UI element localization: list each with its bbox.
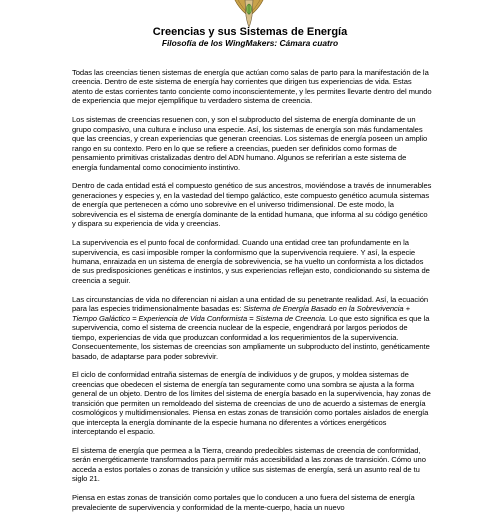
paragraph: El ciclo de conformidad entraña sistemas de energía de individuos y de grupos, y moldea sistemas de creencias que obedecen el sistema de energía tan seguramente como una sombra se ajusta a la forma general de un objeto. Dentro de los límites del sistema de energía basado en la supervivencia, hay zonas de transición que permiten un remoldeado del sistema de creencias de uno de acuerdo a sistemas de energía cosmológicos y multidimensionales. Piensa en estas zonas de transición como portales aislados de energía que intercepta la energía dominante de la especie humana no diferentes a vórtices energéticos interceptando el espacio. (72, 370, 431, 437)
paragraph: Los sistemas de creencias resuenen con, y son el subproducto del sistema de energía dominante de un grupo compasivo, una cultura e incluso una especie. Así, los sistemas de energía son más fundamentales que las creencias, y crean experiencias que generan creencias. Los sistemas de energía poseen un amplio rango en su contexto. Pero en lo que se refiere a creencias, pueden ser definidos como formas de pensamiento primitivas cristalizadas dentro del ADN humano. Algunos se referirían a este sistema de energía fundamental como conocimiento instintivo. (72, 115, 428, 172)
paragraph: La supervivencia es el punto focal de conformidad. Cuando una entidad cree tan profundamente en la supervivencia, es casi imposible romper la conformismo que la supervivencia requiere. Y así, la especie humana, enraizada en un sistema de energía de sobrevivencia, se ha vuelto un conformista a los dictados de sus predisposiciones genéticas e instintos, y sus experiencias reflejan esto, condicionando su sistema de creencia a seguir. (72, 238, 430, 285)
document-subtitle: Filosofía de los WingMakers: Cámara cuatro (161, 38, 339, 48)
paragraph: El sistema de energía que permea a la Tierra, creando predecibles sistemas de creencia de conformidad, serán energéticamente transformados para permitir más accesibilidad a las zonas de transición. Cómo uno acceda a estos portales o zonas de transición y utilice sus sistemas de energía, será un asunto real de tu siglo 21. (72, 446, 426, 484)
paragraph (72, 295, 432, 361)
paragraph: Todas las creencias tienen sistemas de energía que actúan como salas de parto para la manifestación de la creencia. Dentro de este sistema de energía hay corrientes que dirigen tus experiencias de vida. Estas atento de estas corrientes tanto conciente como inconscientemente, y les permites llevarte dentro del mundo de experiencia que mejor ejemplifique tu verdadero sistema de creencia. (72, 68, 432, 106)
document-body (72, 68, 432, 522)
paragraph: Dentro de cada entidad está el compuesto genético de sus ancestros, moviéndose a través de innumerables generaciones y especies y, en la vastedad del tiempo galáctico, este compuesto genético acumula sistemas de energía que pertenecen a cómo uno sobrevive en el universo tridimensional. De este modo, la sobrevivencia es el sistema de energía dominante de la entidad humana, que informa al su código genético y dispara su experiencia de vida y creencias. (72, 181, 432, 229)
paragraph-text: Lo que esto significa es que la supervivencia, como el sistema de creencia nuclear de la especie, engendrará por largos periodos de tiempo, experiencias de vida que produzcan conformidad a los requerimientos de la supervivencia. Consecuentemente, los sistemas de creencias son ampliamente un subproducto del instinto, genéticamente basado, de adaptarse para poder sobrevivir. (72, 313, 430, 361)
document-title: Creencias y sus Sistemas de Energía (152, 26, 348, 38)
wingmakers-winged-figure-icon (230, 0, 268, 28)
paragraph: Piensa en estas zonas de transición como portales que lo conducen a uno fuera del sistema de energía prevaleciente de supervivencia y conformidad de la mente-cuerpo, hacia un nuevo (72, 493, 415, 512)
equation-text: Sistema de Energía Basado en la Sobrevivencia + Tiempo Galáctico = Experiencia de Vida Conformista = Sistema de Creencia. (72, 304, 411, 323)
paragraph-text: Las circunstancias de vida no diferencian ni aislan a una entidad de su penetrante realidad. Así, la ecuación para las especies tridimensionalmente basadas es: (72, 294, 429, 314)
